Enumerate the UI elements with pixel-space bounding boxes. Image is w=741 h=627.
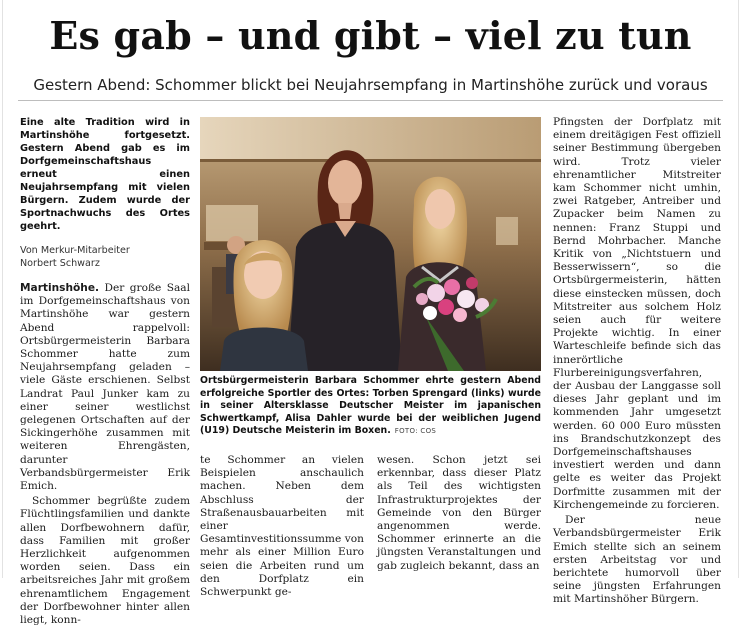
body-paragraph-2: Schommer begrüßte zudem Flüchtlingsfamilien und dankte allen Dorfbewohnern dafür, dass Familien mit großer Herzlichkeit aufgenommen worden seien. Dass ein arbeitsreiches Jahr mit großem ehrenamtlichem Engagement der Dorfbewohner hinter allen liegt, konn- (20, 495, 190, 627)
article-lead: Eine alte Tradition wird in Martinshöhe fortgesetzt. Gestern Abend gab es im Dorfgemeinschaftshaus erneut einen Neujahrsempfang mit vielen Bürgern. Zudem wurde der Sportnachwuchs des Ortes geehrt. (20, 117, 190, 232)
column-2 (200, 454, 364, 599)
column-4 (553, 116, 721, 607)
photo-credit: FOTO: COS (394, 427, 437, 436)
column-3 (377, 454, 541, 573)
body-paragraph-4: wesen. Schon jetzt sei erkennbar, dass dieser Platz als Teil des wichtigsten Infrastrukturprojektes der Gemeinde von den Bürger angenommen werde. Schommer erinnerte an die jüngsten Veranstaltungen und gab zugleich bekannt, dass an (377, 454, 541, 572)
header-divider (18, 100, 723, 101)
body-paragraph-5: Pfingsten der Dorfplatz mit einem dreitägigen Fest offiziell seiner Bestimmung übergeben wird. Trotz vieler ehrenamtlicher Mitstreiter kam Schommer nicht umhin, zwei Ratgeber, Antreiber und Zupacker beim Namen zu nennen: Franz Stuppi und Bernd Mohrbacher. Manche Kritik von „Nichtstuern und Besserwissern“, so die Ortsbürgermeisterin, hätten diese einstecken müssen, doch Mitstreiter aus solchem Holz seien auch für weitere Projekte wichtig. In einer Warteschleife befinde sich das innerörtliche Flurbereinigungsverfahren, der Ausbau der Langgasse soll dieses Jahr geplant und im kommenden Jahr umgesetzt werden. 60 000 Euro müssten ins Brandschutzkonzept des Dorfgemeinschaftshauses investiert werden und dann gelte es weiter das Projekt Dorfmitte zusammen mit der Kirchengemeinde zu forcieren. (553, 116, 721, 511)
photo-caption-text: Ortsbürgermeisterin Barbara Schommer ehrte gestern Abend erfolgreiche Sportler des Ortes: Torben Sprengard (links) wurde in seiner Altersklasse Deutscher Meister im japanischen Schwertkampf, Alisa Dahler wurde bei der weiblichen Jugend (U19) Deutsche Meisterin im Boxen. (200, 375, 541, 437)
body-paragraph-3: te Schommer an vielen Beispielen anschaulich machen. Neben dem Abschluss der Straßenausbauarbeiten mit einer Gesamtinvestitionssumme von mehr als einer Million Euro seien die Arbeiten rund um den Dorfplatz ein Schwerpunkt ge- (200, 454, 364, 599)
article-photo (200, 117, 541, 371)
photo-caption (200, 375, 541, 438)
dateline: Martinshöhe. (20, 282, 100, 294)
body-paragraph-1 (20, 282, 190, 493)
body-paragraph-6: Der neue Verbandsbürgermeister Erik Emich stellte sich an seinem ersten Arbeitstag vor und berichtete humorvoll über seine jüngsten Erfahrungen mit Martinshöher Bürgern. (553, 514, 721, 606)
article-headline: Es gab – und gibt – viel zu tun (49, 13, 692, 58)
body-paragraph-1-text: Der große Saal im Dorfgemeinschaftshaus von Martinshöhe war gestern Abend rappelvoll: Ortsbürgermeisterin Barbara Schommer hatte zum Neujahrsempfang geladen – viele Gäste erschienen. Selbst Landrat Paul Junker kam zu einer seiner westlichst gelegenen Ortschaften auf der Sickingerhöhe zusammen mit weiteren Ehrengästen, darunter Verbandsbürgermeister Erik Emich. (20, 282, 190, 493)
column-1 (20, 116, 190, 627)
byline-author: Norbert Schwarz (20, 257, 100, 269)
article-subheadline: Gestern Abend: Schommer blickt bei Neujahrsempfang in Martinshöhe zurück und voraus (33, 76, 708, 94)
photo-illustration (200, 117, 541, 371)
byline-line-1: Von Merkur-Mitarbeiter (20, 245, 130, 256)
